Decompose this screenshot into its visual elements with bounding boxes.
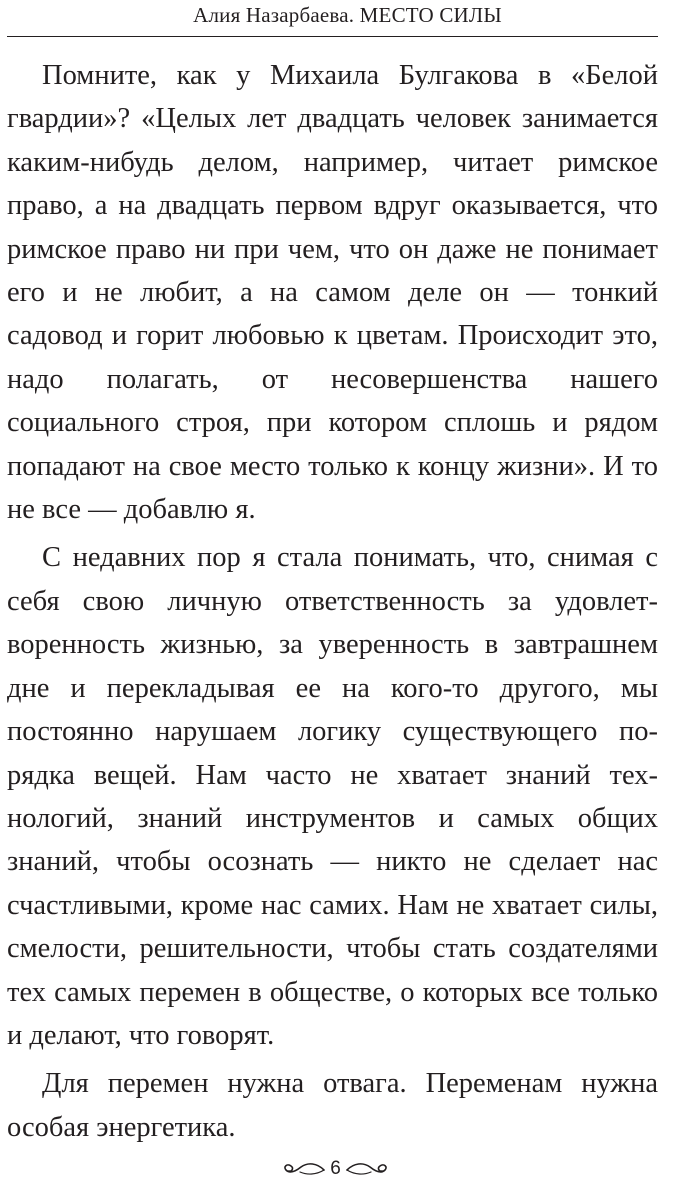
page-footer (0, 1157, 695, 1187)
right-flourish-icon (345, 1159, 389, 1179)
main-text (7, 54, 658, 1154)
header-divider (7, 36, 658, 37)
running-head-title: Алия Назарбаева. МЕСТО СИЛЫ (193, 3, 502, 27)
paragraph-3: Для перемен нужна отвага. Переменам нужна особая энергетика. (7, 1068, 658, 1143)
paragraph-2: С недавних пор я стала понимать, что, снимая с себя свою личную ответственность за удовлетворенность жизнью, за уверенность в завтрашнем дне и перекладывая ее на кого-то другого, мы постоянно нарушаем логику существующего порядка вещей. Нам часто не хватает знаний технологий, знаний инструментов и самых общих знаний, чтобы осознать — никто не сделает нас счастливыми, кроме нас самих. Нам не хватает силы, смелости, решительности, чтобы стать создателями тех самых перемен в обществе, о которых все только и делают, что говорят. (7, 542, 658, 1051)
paragraph-1: Помните, как у Михаила Булгакова в «Белой гвардии»? «Целых лет двадцать человек занимается каким-нибудь делом, например, читает римское право, а на двадцать первом вдруг оказывается, что римское право ни при чем, что он даже не понимает его и не любит, а на самом деле он — тонкий садовод и горит любовью к цветам. Происходит это, надо полагать, от несовершенства нашего социального строя, при котором сплошь и рядом попадают на свое место только к концу жизни». И то не все — добавлю я. (7, 60, 658, 526)
left-flourish-icon (282, 1159, 326, 1179)
page-number: 6 (330, 1158, 341, 1179)
